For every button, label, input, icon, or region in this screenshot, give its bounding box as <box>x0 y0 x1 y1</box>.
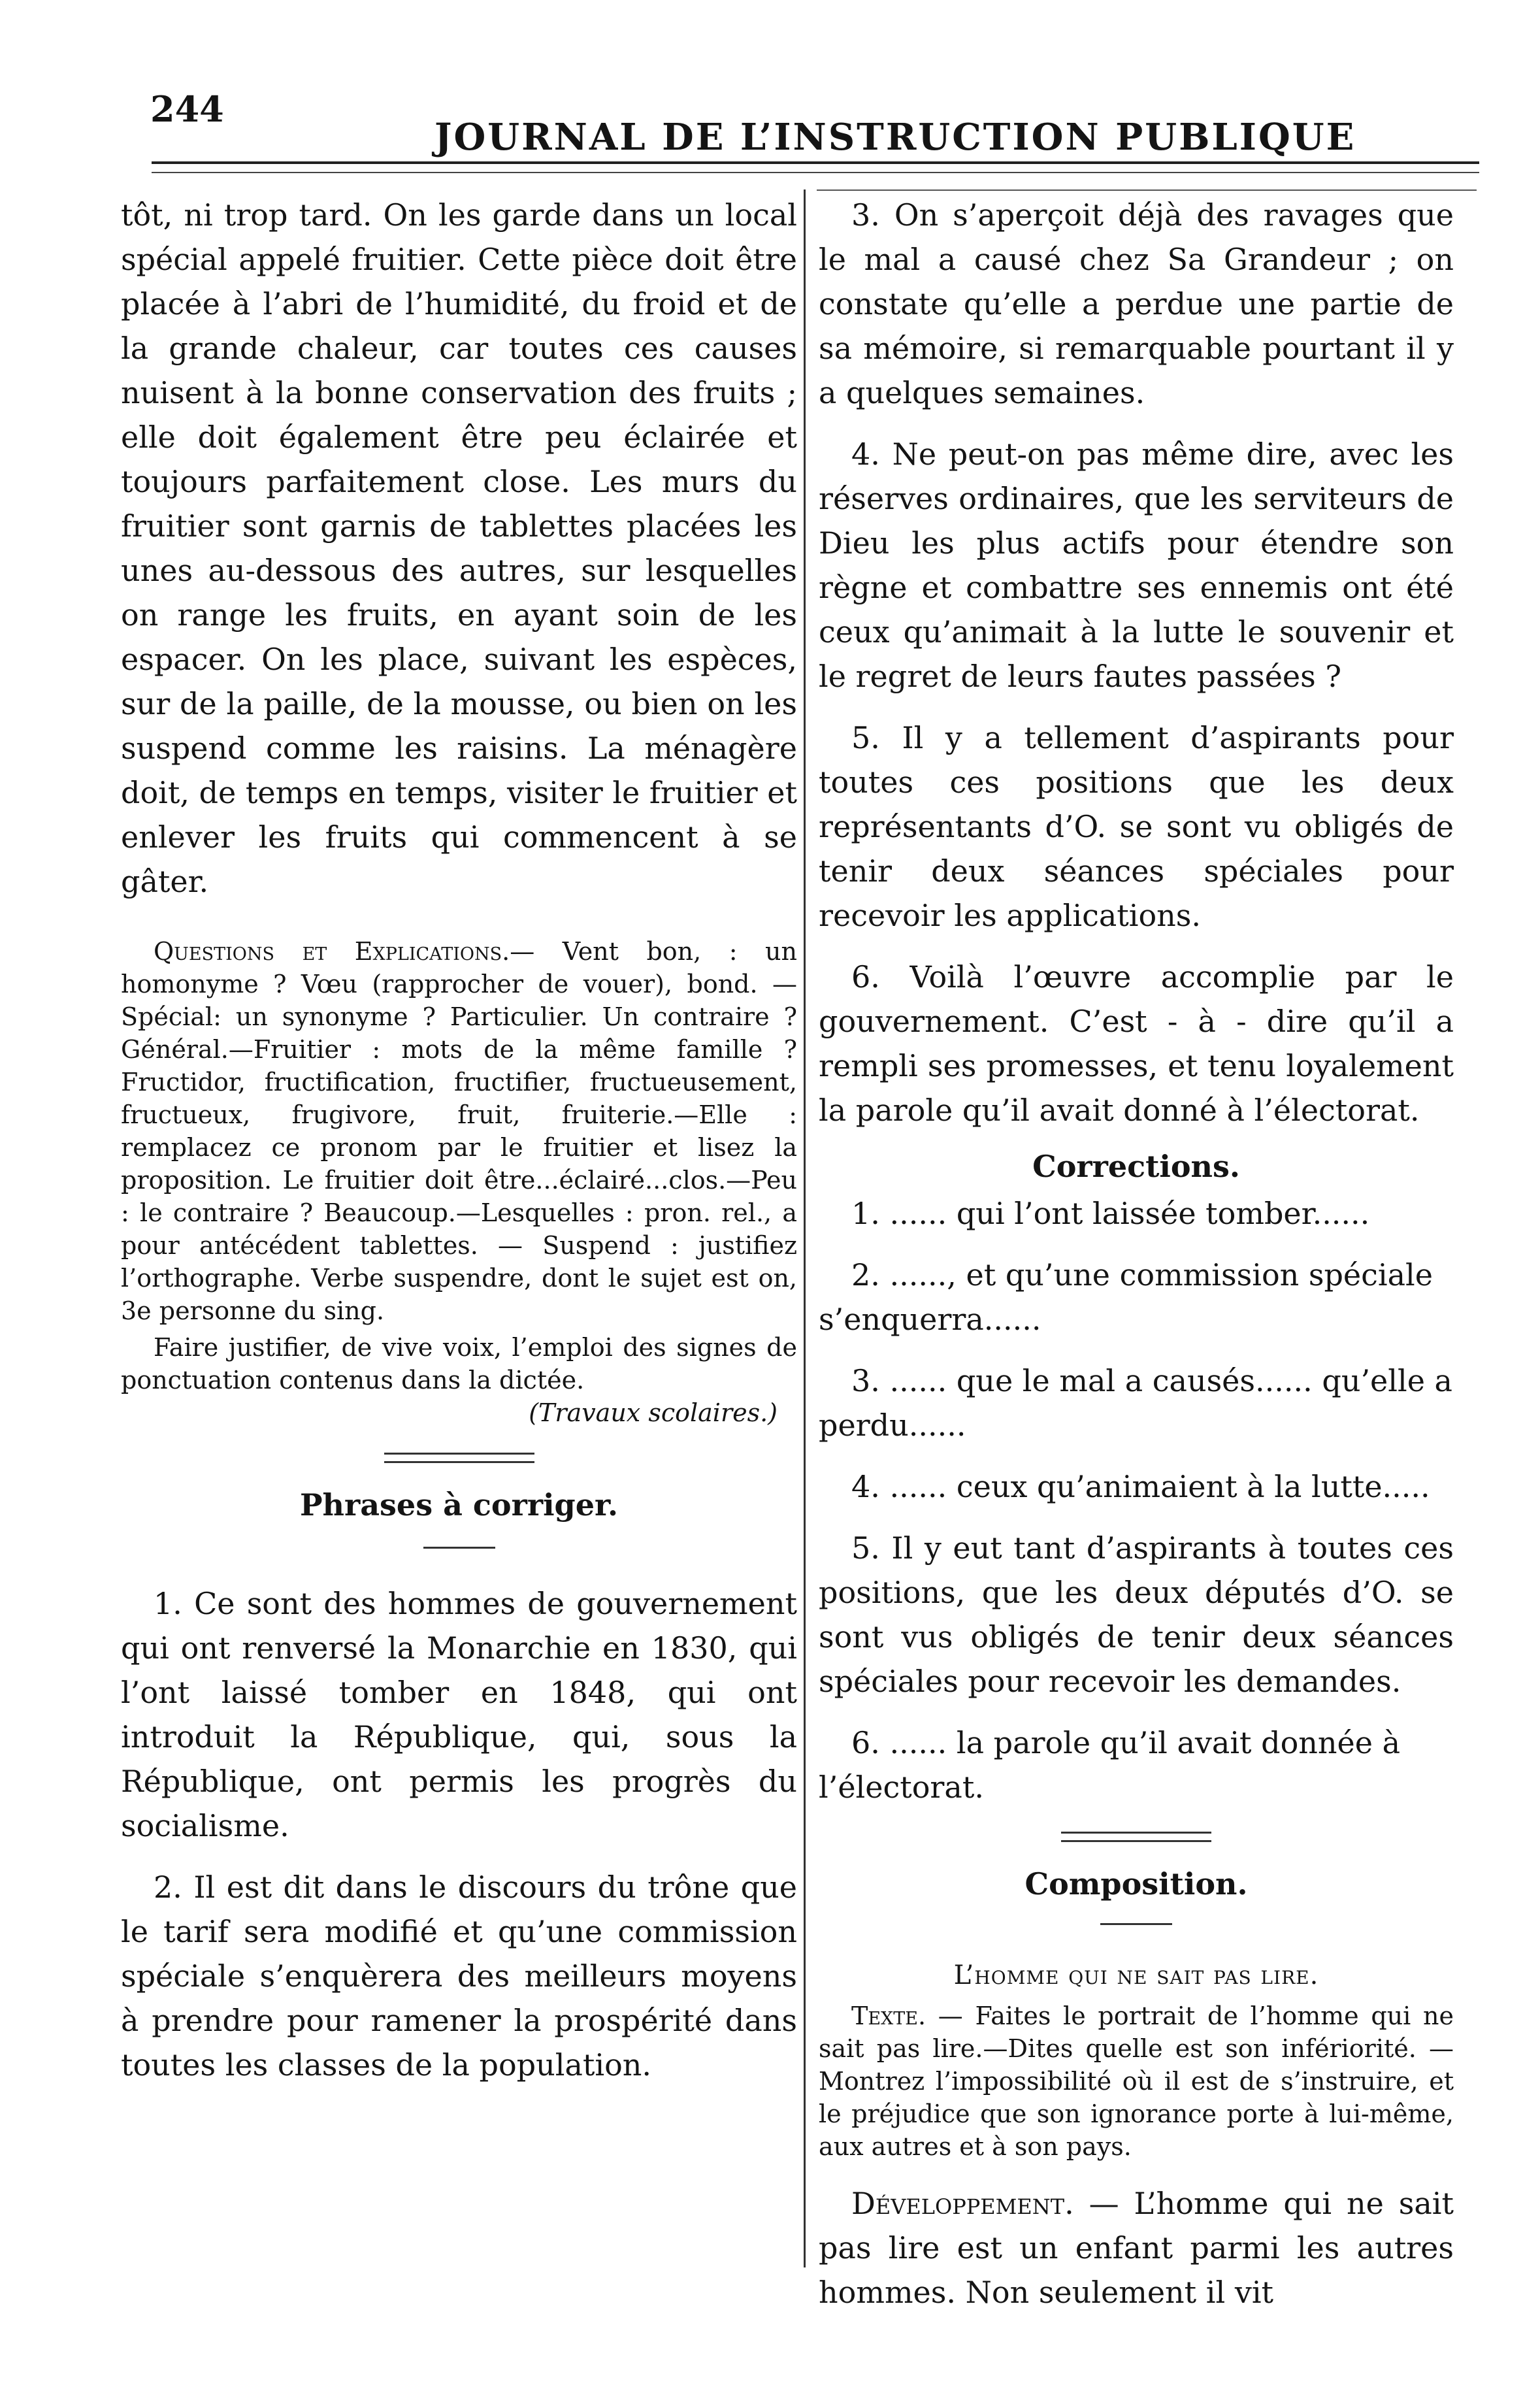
composition-title: L’homme qui ne sait pas lire. <box>953 1960 1319 1990</box>
phrase-5: 5. Il y a tellement d’aspirants pour toutes ces positions que les deux représentants d’O. se sont vu obligés de tenir deux séances spéciales pour recevoir les applications. <box>819 720 1454 933</box>
right-column <box>819 193 1454 2315</box>
texte-label: Texte. <box>851 2002 926 2030</box>
phrase-1: 1. Ce sont des hommes de gouvernement qui ont renversé la Monarchie en 1830, qui l’ont laissé tomber en 1848, qui ont introduit la République, qui, sous la République, ont permis les progrès du socialisme. <box>121 1586 797 1843</box>
correction-5: 5. Il y eut tant d’aspirants à toutes ces positions, que les deux députés d’O. se sont vus obligés de tenir deux séances spéciales pour recevoir les demandes. <box>819 1530 1454 1699</box>
texte-paragraph <box>819 2000 1454 2163</box>
developpement-label: Développement. <box>851 2186 1074 2221</box>
left-column <box>121 193 797 2087</box>
column-divider <box>804 190 806 2267</box>
heading-underline <box>423 1547 495 1549</box>
correction-2: 2. ......, et qu’une commission spéciale s’enquerra...... <box>819 1257 1433 1337</box>
section-separator <box>384 1453 534 1463</box>
dictee-continuation: tôt, ni trop tard. On les garde dans un local spécial appelé fruitier. Cette pièce doit être placée à l’abri de l’humidité, du froid et de la grande chaleur, car toutes ces causes nuisent à la bonne conservation des fruits ; elle doit également être peu éclairée et toujours parfaitement close. Les murs du fruitier sont garnis de tablettes placées les unes au-dessous des autres, sur lesquelles on range les fruits, en ayant soin de les espacer. On les place, suivant les espèces, sur de la paille, de la mousse, ou bien on les suspend comme les raisins. La ménagère doit, de temps en temps, visiter le fruitier et enlever les fruits qui commencent à se gâter. <box>121 197 797 899</box>
section-separator <box>1061 1832 1211 1842</box>
phrase-3: 3. On s’aperçoit déjà des ravages que le mal a causé chez Sa Grandeur ; on constate qu’elle a perdue une partie de sa mémoire, si remarquable pourtant il y a quelques semaines. <box>819 197 1454 410</box>
page-number: 244 <box>150 88 224 130</box>
header-rule-thin <box>152 172 1479 173</box>
correction-3: 3. ...... que le mal a causés...... qu’elle a perdu...... <box>819 1363 1452 1443</box>
composition-heading: Composition. <box>1024 1866 1248 1902</box>
developpement-paragraph <box>819 2181 1454 2315</box>
source-note: (Travaux scolaires.) <box>529 1398 778 1427</box>
phrase-4: 4. Ne peut-on pas même dire, avec les réserves ordinaires, que les serviteurs de Dieu les plus actifs pour étendre son règne et combattre ses ennemis ont été ceux qu’animait à la lutte le souvenir et le regret de leurs fautes passées ? <box>819 437 1454 694</box>
running-head <box>150 82 1457 159</box>
phrases-heading: Phrases à corriger. <box>299 1487 619 1523</box>
header-rule <box>152 161 1479 164</box>
developpement-body: — L’homme qui ne sait pas lire est un enfant parmi les autres hommes. Non seulement il vit <box>819 2186 1454 2310</box>
corrections-heading: Corrections. <box>1032 1149 1240 1184</box>
texte-body: — Faites le portrait de l’homme qui ne sait pas lire.—Dites quelle est son infériorité. — Montrez l’impossibilité où il est de s’instruire, et le préjudice que son ignorance porte à lui-même, aux autres et à son pays. <box>819 2002 1454 2161</box>
column-top-rule <box>817 190 1477 191</box>
questions-explications <box>121 935 797 1327</box>
phrase-2: 2. Il est dit dans le discours du trône que le tarif sera modifié et qu’une commission spéciale s’enquèrera des meilleurs moyens à prendre pour ramener la prospérité dans toutes les classes de la population. <box>121 1870 797 2083</box>
heading-underline <box>1100 1923 1172 1925</box>
questions-label: Questions et Explications. <box>154 937 510 966</box>
phrase-6: 6. Voilà l’œuvre accomplie par le gouvernement. C’est - à - dire qu’il a rempli ses promesses, et tenu loyalement la parole qu’il avait donné à l’électorat. <box>819 959 1454 1128</box>
correction-4: 4. ...... ceux qu’animaient à la lutte..... <box>851 1469 1430 1504</box>
running-title: JOURNAL DE L’INSTRUCTION PUBLIQUE <box>434 116 1356 159</box>
correction-1: 1. ...... qui l’ont laissée tomber...... <box>851 1196 1370 1231</box>
questions-text: — Vent bon, : un homonyme ? Vœu (rapprocher de vouer), bond. —Spécial: un synonyme ? Particulier. Un contraire ? Général.—Fruitier : mots de la même famille ? Fructidor, fructification, fructifier, fructueusement, fructueux, frugivore, fruit, fruiterie.—Elle : remplacez ce pronom par le fruitier et lisez la proposition. Le fruitier doit être...éclairé...clos.—Peu : le contraire ? Beaucoup.—Lesquelles : pron. rel., a pour antécédent tablettes. — Suspend : justifiez l’orthographe. Verbe suspendre, dont le sujet est on, 3e personne du sing. <box>121 937 797 1325</box>
correction-6: 6. ...... la parole qu’il avait donnée à l’électorat. <box>819 1725 1401 1805</box>
faire-justifier: Faire justifier, de vive voix, l’emploi des signes de ponctuation contenus dans la dictée. <box>121 1333 797 1394</box>
